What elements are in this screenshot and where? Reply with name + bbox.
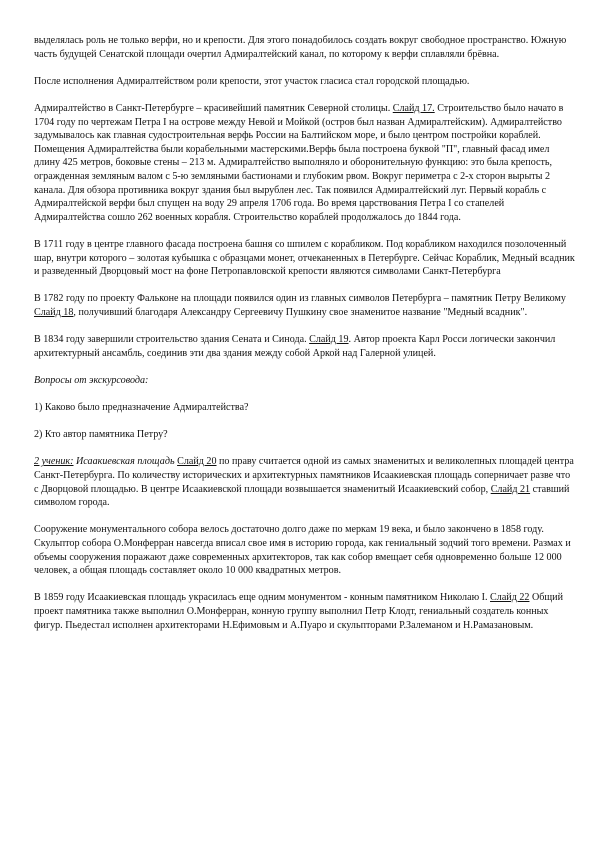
paragraph	[34, 374, 575, 388]
text-run: ставший символом города.	[34, 483, 570, 509]
questions-heading: Вопросы от экскурсовода:	[34, 374, 149, 386]
document-body	[34, 34, 575, 632]
text-run: Сооружение монументального собора велось достаточно долго даже по меркам 19 века, и было закончено в 1858 году. Скульптор собора О.Монферран навсегда вписал свое имя в историю города, как гениальный зодчий того времени. Размах и объемы сооружения поражают даже современных архитекторов, так как собор вмещает себя одновременно больше 12 000 человек, а общая площадь составляет около 10 000 квадратных метров.	[34, 524, 571, 577]
paragraph	[34, 333, 575, 360]
slide-link[interactable]: Слайд 18	[34, 306, 74, 318]
text-run: В 1834 году завершили строительство здания Сената и Синода.	[34, 334, 310, 346]
text-run: . Автор проекта Карл Росси логически закончил архитектурный ансамбль, соединив эти два здания между собой Аркой над Галерной улицей.	[34, 334, 556, 359]
paragraph	[34, 591, 575, 632]
paragraph	[34, 401, 575, 415]
text-run: В 1782 году по проекту Фальконе на площади появился один из главных символов Петербурга – памятник Петру Великому	[34, 293, 566, 305]
paragraph	[34, 455, 575, 509]
text-run: Адмиралтейство в Санкт-Петербурге – красивейший памятник Северной столицы.	[34, 102, 393, 114]
text-run: В 1711 году в центре главного фасада построена башня со шпилем с корабликом. Под корабликом находился позолоченный шар, внутри которого – золотая кубышка с образцами монет, отчеканенных в Петербурге. Сейчас Кораблик, Медный всадник и разведенный Дворцовый мост на фоне Петропавловской крепости являются символами Санкт-Петербурга	[34, 238, 575, 278]
text-run: В 1859 году Исаакиевская площадь украсилась еще одним монументом - конным памятником Николаю I.	[34, 592, 491, 604]
text-run: , получивший благодаря Александру Сергеевичу Пушкину свое знаменитое название "Медный всадник".	[73, 306, 528, 318]
paragraph	[34, 523, 575, 577]
text-run: по праву считается одной из самых знаменитых и великолепных площадей центра Санкт-Петербурга. По количеству исторических и архитектурных памятников Исаакиевская площадь соперничает разве что с Дворцовой площадью. В центре Исаакиевской площади возвышается знаменитый Исаакиевский собор,	[34, 456, 574, 495]
text-run: Строительство было начато в 1704 году по чертежам Петра I на острове между Невой и Мойкой (остров был назван Адмиралтейским). Адмиралтейство задумывалось как главная судостроительная верфь России на Балтийском море, и было центром постройки кораблей. Помещения Адмиралтейства были корабельными мастерскими.Верфь была построена буквой "П", главный фасад имел длину 425 метров, боковые стены – 213 м. Адмиралтейство выполняло и оборонительную функцию: это была крепость, огражденная земляным валом с 5-ю земляными бастионами и глубоким рвом. Вокруг периметра с 2-х сторон вырыты 2 канала. Для обзора противника вокруг здания был вырублен лес. Так появился Адмиралтейский луг. Первый корабль с Адмиралтейской верфи был спущен на воду 29 апреля 1706 года. Во время царствования Петра I со стапелей Адмиралтейства сошло 262 военных корабля. Строительство кораблей продолжалось до 1844 года.	[34, 102, 564, 223]
slide-link[interactable]: Слайд 22	[490, 592, 530, 604]
text-run: После исполнения Адмиралтейством роли крепости, этот участок гласиса стал городской площадью.	[34, 75, 470, 87]
paragraph	[34, 428, 575, 442]
text-run: Исаакиевская площадь	[73, 456, 178, 468]
slide-link[interactable]: Слайд 19	[309, 334, 349, 346]
paragraph	[34, 34, 575, 61]
speaker-label: 2 ученик:	[34, 456, 74, 468]
paragraph	[34, 292, 575, 319]
text-run: выделялась роль не только верфи, но и крепости. Для этого понадобилось создать вокруг свободное пространство. Южную часть будущей Сенатской площади очертил Адмиралтейский канал, по которому к верфи сплавляли брёвна.	[34, 35, 567, 60]
slide-link[interactable]: Слайд 17.	[392, 102, 435, 114]
paragraph	[34, 75, 575, 89]
question-item: 2) Кто автор памятника Петру?	[34, 429, 168, 441]
paragraph	[34, 102, 575, 224]
slide-link[interactable]: Слайд 20	[177, 456, 217, 468]
paragraph	[34, 238, 575, 279]
text-run: Общий проект памятника также выполнил О.Монферран, конную группу выполнил Петр Клодт, гениальный создатель конных фигур. Пьедестал исполнен архитекторами Н.Ефимовым и А.Пуаро и скульпторами Р.Залеманом и Н.Рамазановым.	[34, 592, 563, 631]
slide-link[interactable]: Слайд 21	[490, 483, 531, 495]
question-item: 1) Каково было предназначение Адмиралтейства?	[34, 402, 249, 414]
